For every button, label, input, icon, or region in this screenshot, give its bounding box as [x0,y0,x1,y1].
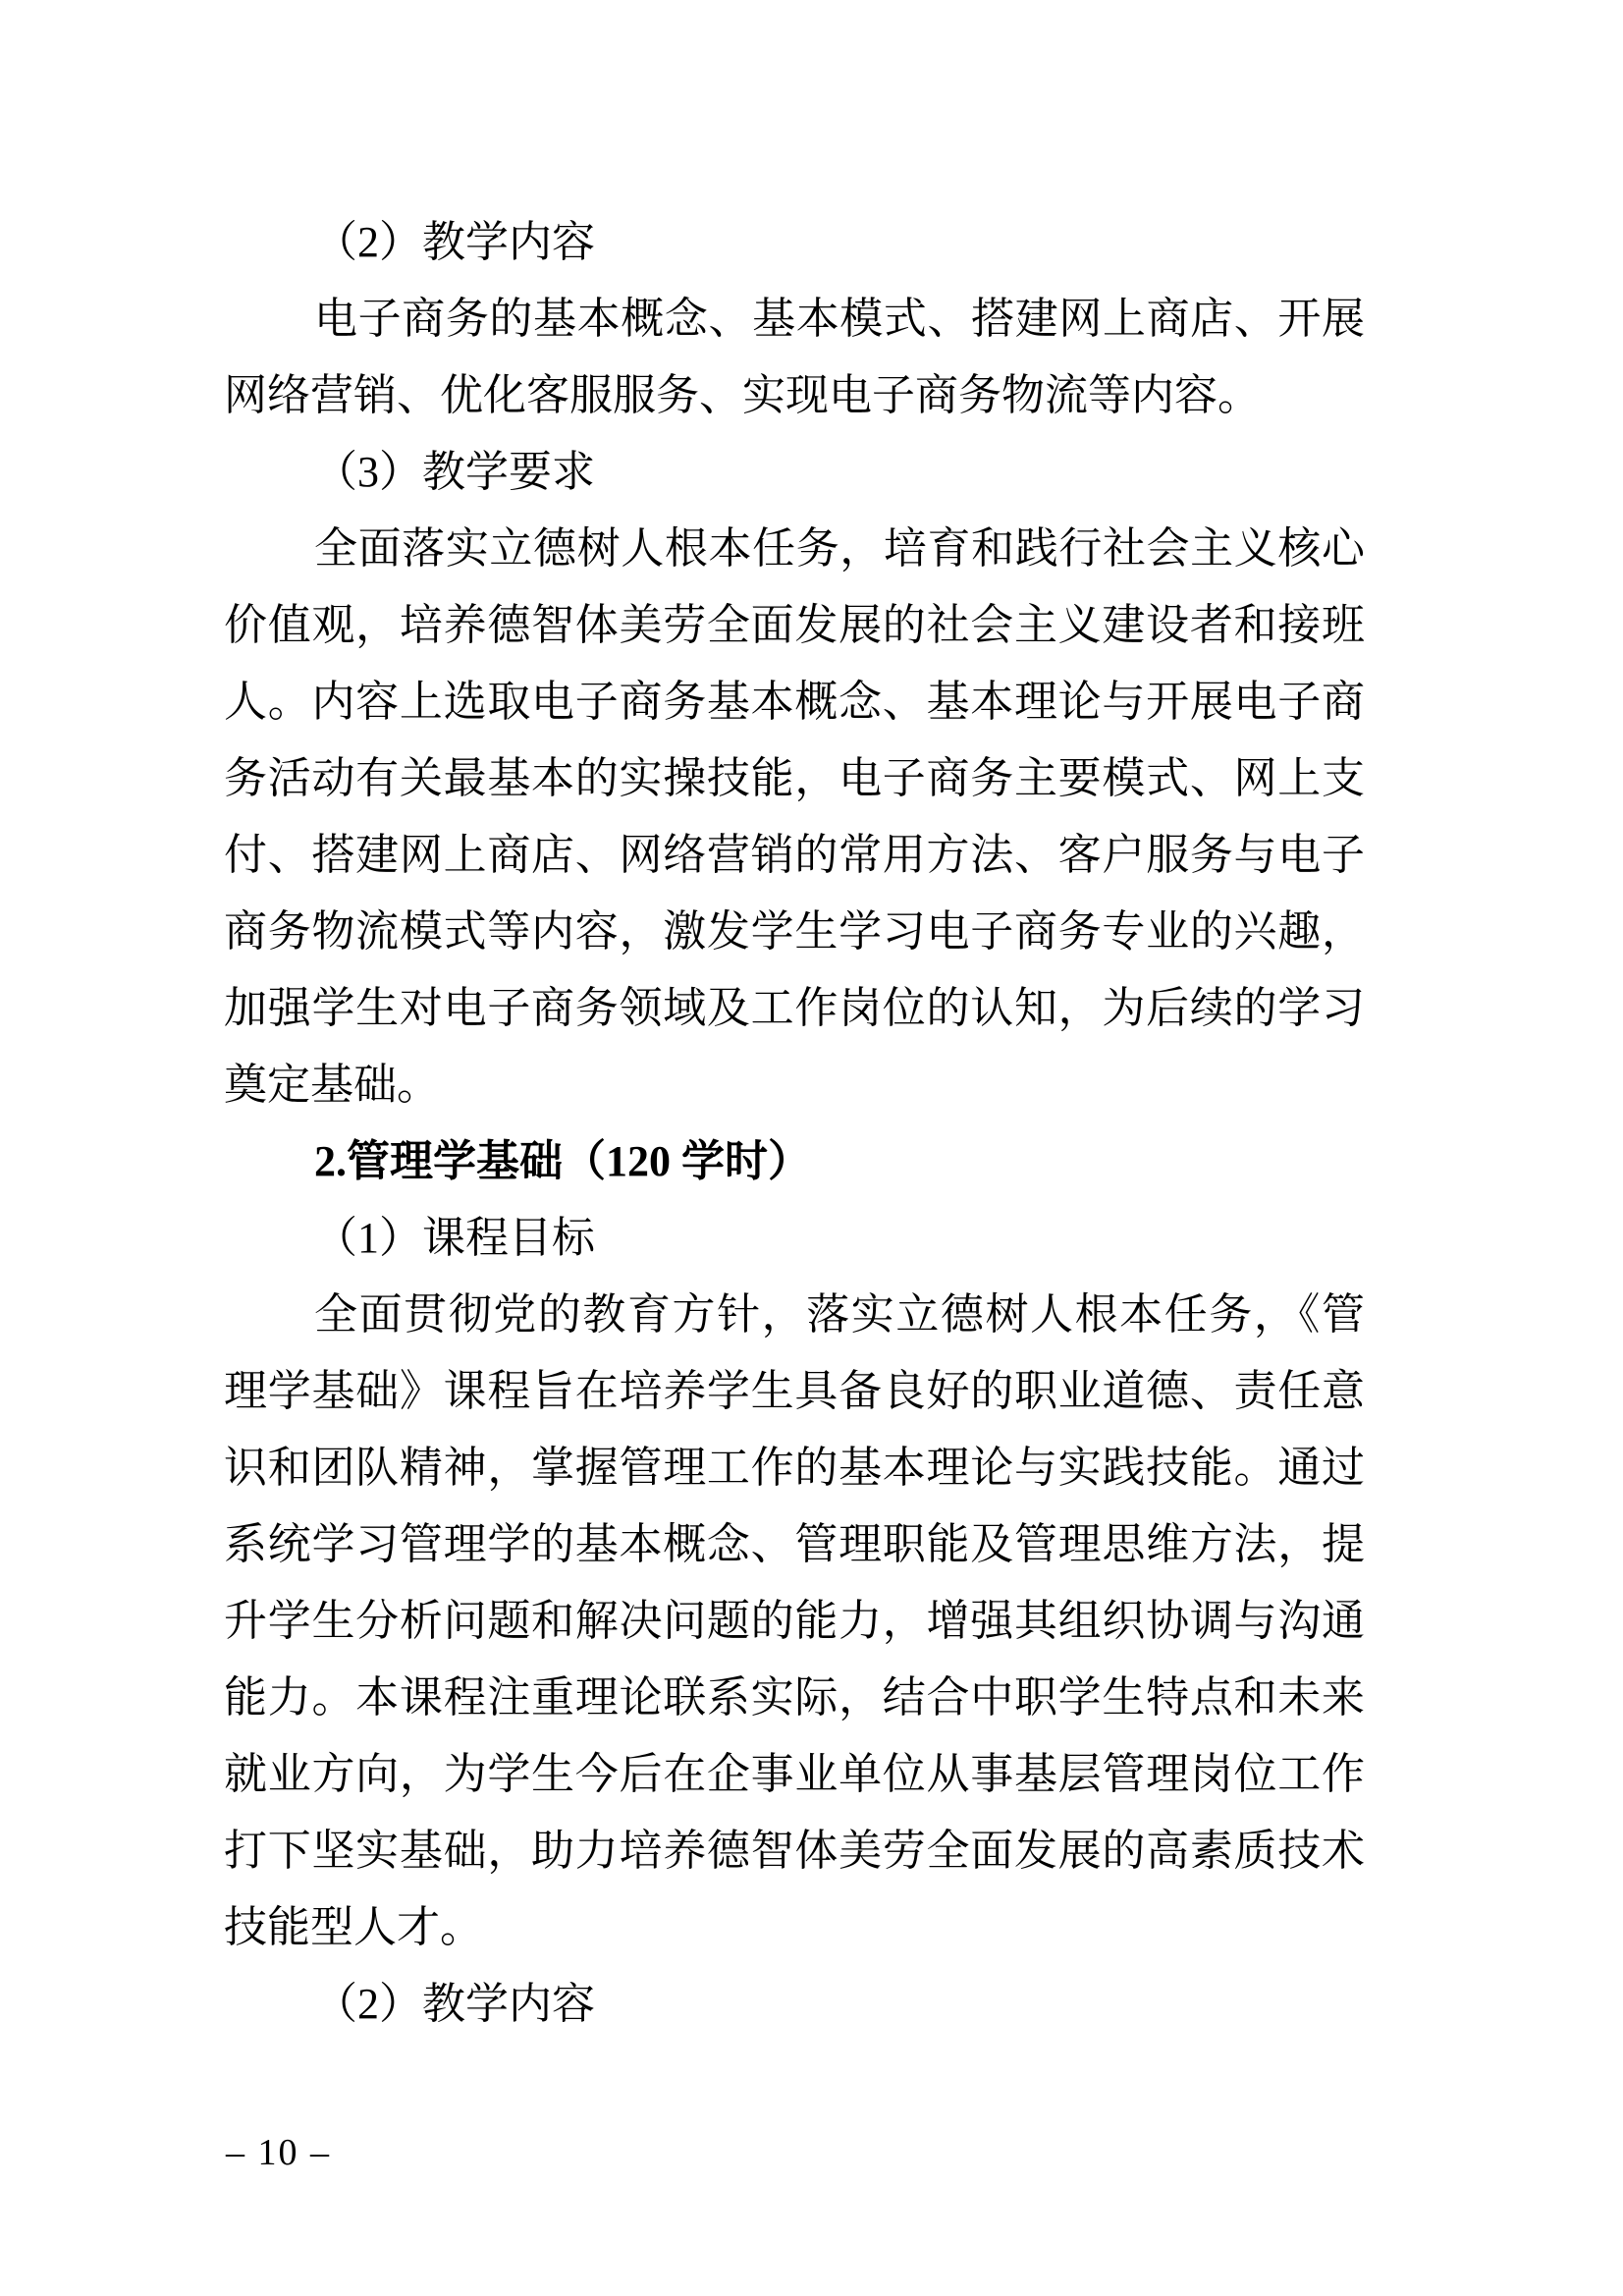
paragraph-line: 升学生分析问题和解决问题的能力，增强其组织协调与沟通 [224,1597,1365,1645]
section-label: （1）课程目标 [314,1214,595,1262]
paragraph-line: 加强学生对电子商务领域及工作岗位的认知，为后续的学习 [224,984,1365,1032]
paragraph-line: 打下坚实基础，助力培养德智体美劳全面发展的高素质技术 [224,1827,1365,1875]
paragraph-line: 技能型人才。 [224,1903,483,1951]
page-footer [226,2129,331,2176]
page-number: – 10 – [226,2132,331,2173]
paragraph-line: 商务物流模式等内容，激发学生学习电子商务专业的兴趣， [224,907,1365,956]
paragraph-line: 就业方向，为学生今后在企事业单位从事基层管理岗位工作 [224,1750,1365,1798]
paragraph-line: 全面贯彻党的教育方针，落实立德树人根本任务，《管 [314,1290,1365,1339]
section-label: （3）教学要求 [314,448,595,496]
paragraph-line: 务活动有关最基本的实操技能，电子商务主要模式、网上支 [224,754,1365,802]
section-label: （2）教学内容 [314,218,595,266]
paragraph-line: 系统学习管理学的基本概念、管理职能及管理思维方法，提 [224,1520,1365,1568]
paragraph-line: 识和团队精神，掌握管理工作的基本理论与实践技能。通过 [224,1444,1365,1492]
paragraph-line: 付、搭建网上商店、网络营销的常用方法、客户服务与电子 [224,831,1365,879]
paragraph-line: 电子商务的基本概念、基本模式、搭建网上商店、开展 [314,295,1365,343]
paragraph-line: 网络营销、优化客服服务、实现电子商务物流等内容。 [224,371,1261,419]
paragraph-line: 能力。本课程注重理论联系实际，结合中职学生特点和未来 [224,1673,1365,1722]
paragraph-line: 人。内容上选取电子商务基本概念、基本理论与开展电子商 [224,678,1365,726]
document-body [224,204,1365,2043]
paragraph-line: 奠定基础。 [224,1061,440,1109]
section-label: （2）教学内容 [314,1980,595,2028]
paragraph-line: 价值观，培养德智体美劳全面发展的社会主义建设者和接班 [224,601,1365,649]
paragraph-line: 理学基础》课程旨在培养学生具备良好的职业道德、责任意 [224,1367,1365,1415]
course-heading: 2.管理学基础（120 学时） [314,1137,811,1185]
paragraph-line: 全面落实立德树人根本任务，培育和践行社会主义核心 [314,524,1365,573]
